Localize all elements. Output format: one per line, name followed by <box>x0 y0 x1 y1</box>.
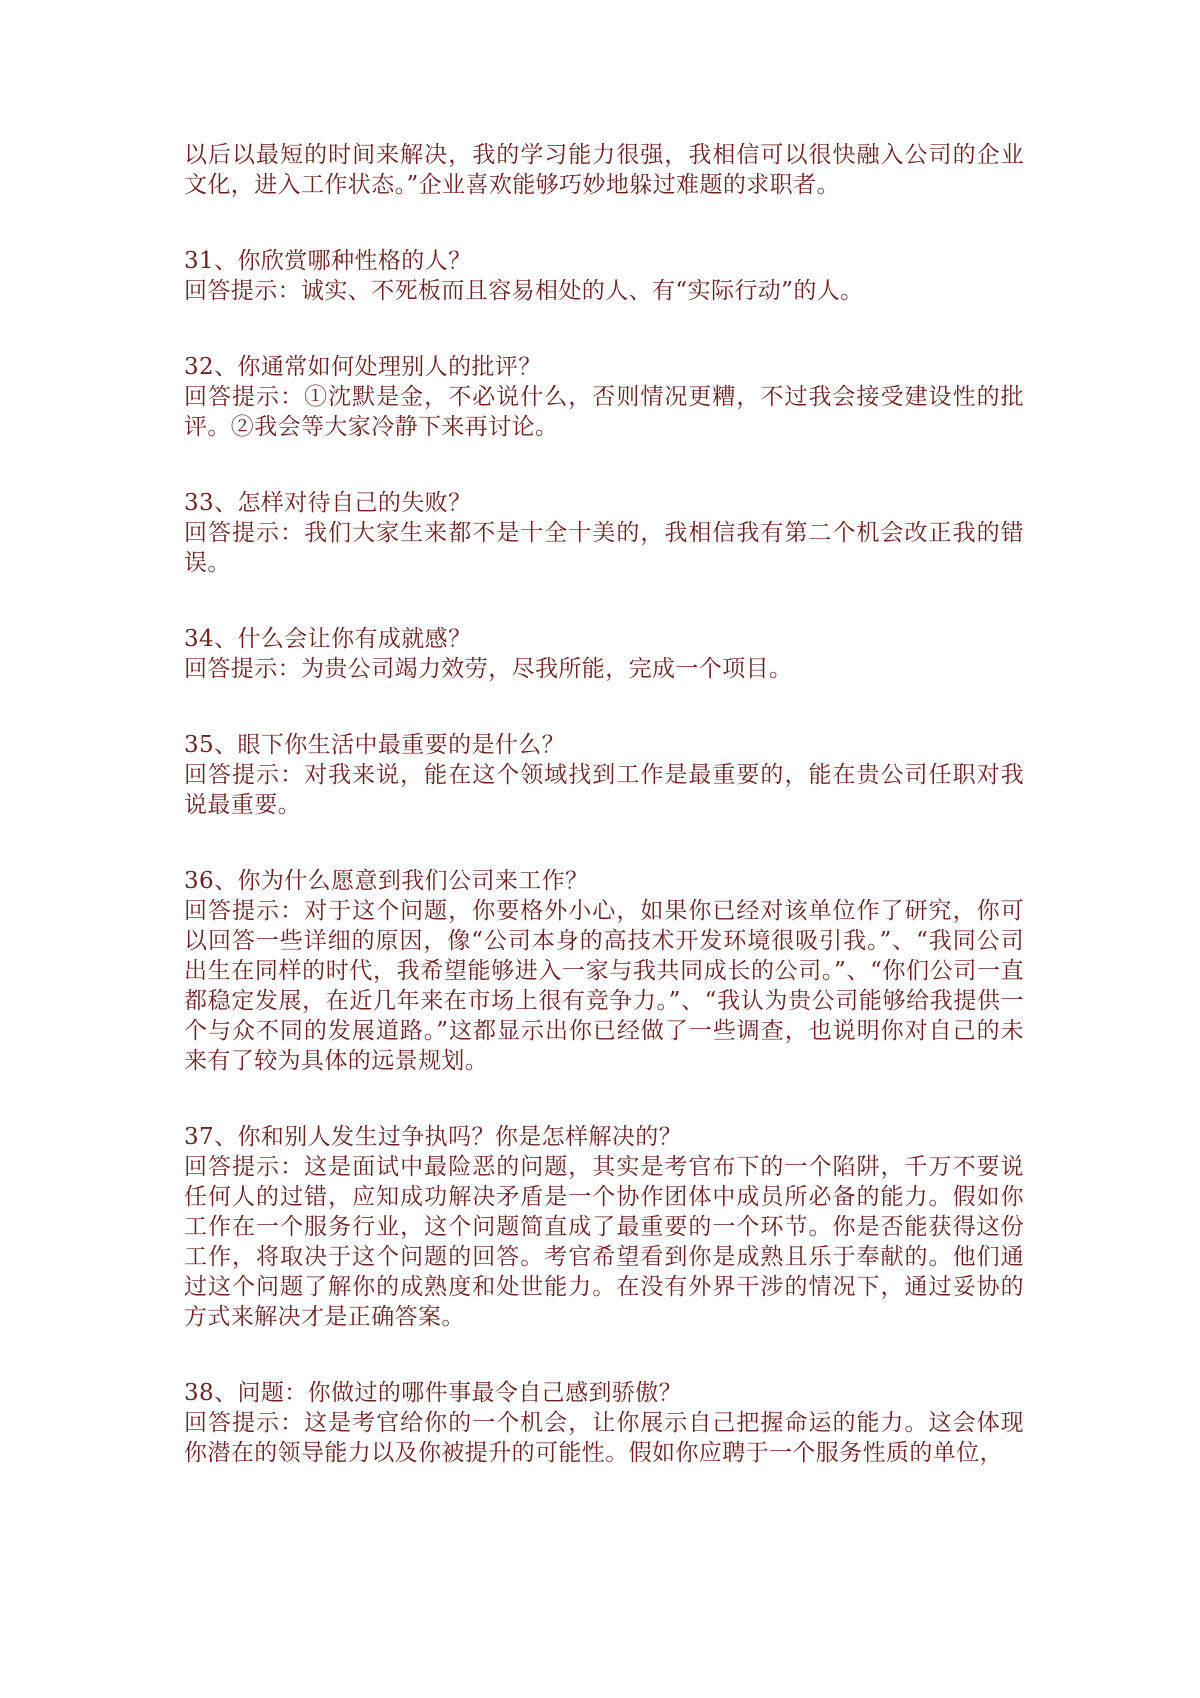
qa-item-38 <box>184 1378 1024 1468</box>
qa-item-37 <box>184 1122 1024 1332</box>
answer-35: 回答提示：对我来说，能在这个领域找到工作是最重要的，能在贵公司任职对我说最重要。 <box>184 762 1024 818</box>
question-34: 34、什么会让你有成就感？ <box>184 626 472 652</box>
qa-item-32 <box>184 352 1024 442</box>
question-31: 31、你欣赏哪种性格的人？ <box>184 248 472 274</box>
qa-item-31 <box>184 246 1024 306</box>
answer-36: 回答提示：对于这个问题，你要格外小心，如果你已经对该单位作了研究，你可以回答一些详细的原因，像“公司本身的高技术开发环境很吸引我。”、“我同公司出生在同样的时代，我希望能够进入一家与我共同成长的公司。”、“你们公司一直都稳定发展，在近几年来在市场上很有竞争力。”、“我认为贵公司能够给我提供一个与众不同的发展道路。”这都显示出你已经做了一些调查，也说明你对自己的未来有了较为具体的远景规划。 <box>184 898 1024 1074</box>
question-37: 37、你和别人发生过争执吗？你是怎样解决的？ <box>184 1124 683 1150</box>
qa-item-34 <box>184 624 1024 684</box>
answer-31: 回答提示：诚实、不死板而且容易相处的人、有“实际行动”的人。 <box>184 278 864 304</box>
qa-item-35 <box>184 730 1024 820</box>
intro-paragraph: 以后以最短的时间来解决，我的学习能力很强，我相信可以很快融入公司的企业文化，进入工作状态。”企业喜欢能够巧妙地躲过难题的求职者。 <box>184 142 1024 198</box>
question-33: 33、怎样对待自己的失败？ <box>184 490 472 516</box>
answer-33: 回答提示：我们大家生来都不是十全十美的，我相信我有第二个机会改正我的错误。 <box>184 520 1024 576</box>
answer-38: 回答提示：这是考官给你的一个机会，让你展示自己把握命运的能力。这会体现你潜在的领导能力以及你被提升的可能性。假如你应聘于一个服务性质的单位， <box>184 1410 1024 1466</box>
question-32: 32、你通常如何处理别人的批评？ <box>184 354 542 380</box>
answer-37: 回答提示：这是面试中最险恶的问题，其实是考官布下的一个陷阱，千万不要说任何人的过错，应知成功解决矛盾是一个协作团体中成员所必备的能力。假如你工作在一个服务行业，这个问题简直成了最重要的一个环节。你是否能获得这份工作，将取决于这个问题的回答。考官希望看到你是成熟且乐于奉献的。他们通过这个问题了解你的成熟度和处世能力。在没有外界干涉的情况下，通过妥协的方式来解决才是正确答案。 <box>184 1154 1024 1330</box>
question-36: 36、你为什么愿意到我们公司来工作？ <box>184 868 589 894</box>
document-page <box>184 140 1024 1468</box>
answer-34: 回答提示：为贵公司竭力效劳，尽我所能，完成一个项目。 <box>184 656 793 682</box>
qa-item-33 <box>184 488 1024 578</box>
answer-32: 回答提示：①沈默是金，不必说什么，否则情况更糟，不过我会接受建设性的批评。②我会等大家冷静下来再讨论。 <box>184 384 1024 440</box>
question-38: 38、问题：你做过的哪件事最令自己感到骄傲？ <box>184 1380 683 1406</box>
question-35: 35、眼下你生活中最重要的是什么？ <box>184 732 566 758</box>
qa-item-36 <box>184 866 1024 1076</box>
